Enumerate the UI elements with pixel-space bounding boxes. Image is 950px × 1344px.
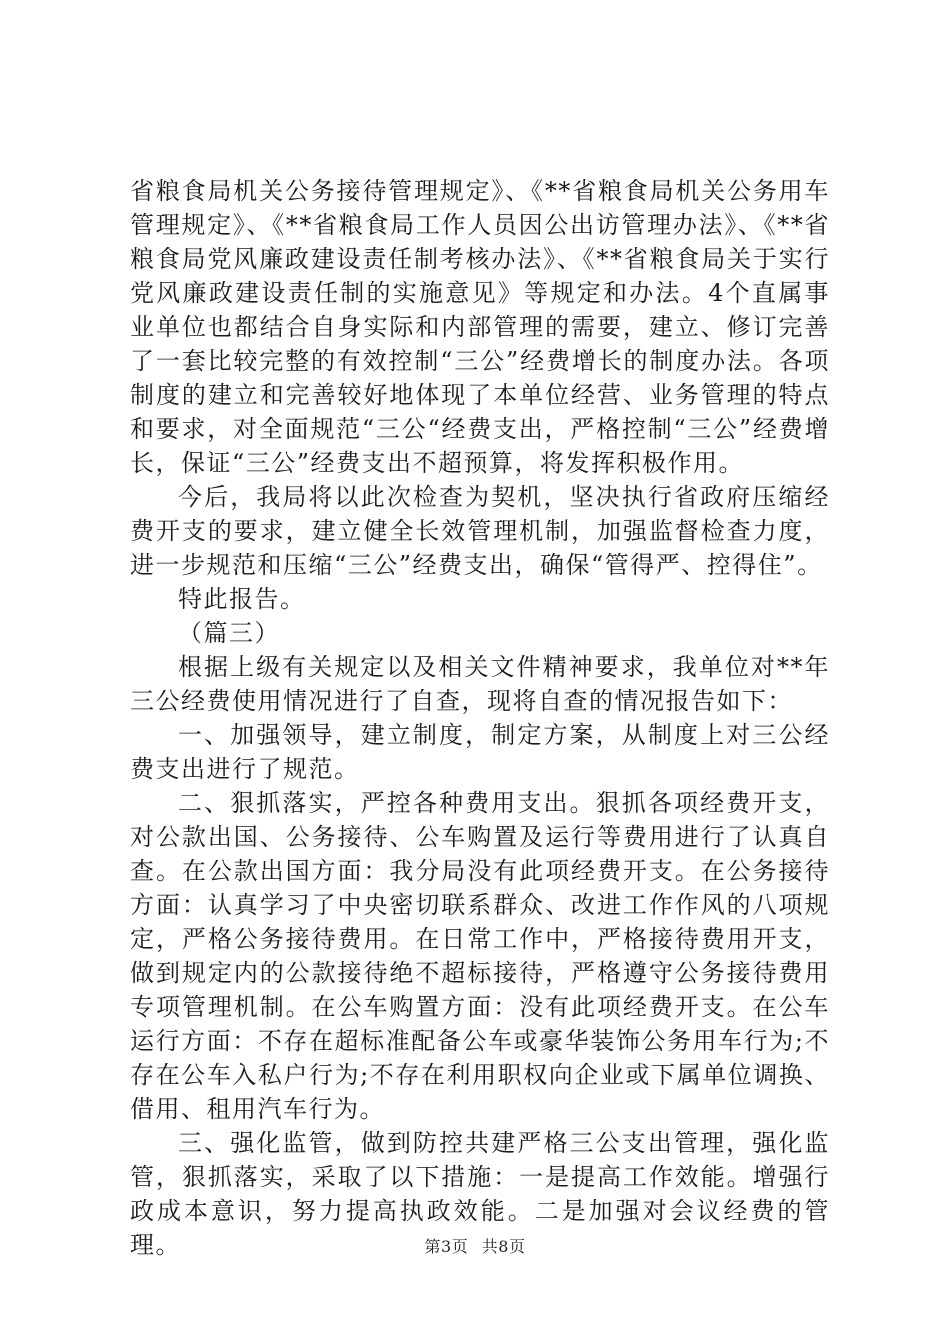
paragraph-5: 根据上级有关规定以及相关文件精神要求，我单位对**年三公经费使用情况进行了自查，现将自查的情况报告如下： [130,653,830,715]
paragraph-6: 一、加强领导，建立制度，制定方案，从制度上对三公经费支出进行了规范。 [130,721,830,783]
paragraph-3: 特此报告。 [178,585,306,613]
page-total: 共8页 [481,1237,526,1256]
paragraph-7: 二、狠抓落实，严控各种费用支出。狠抓各项经费开支，对公款出国、公务接待、公车购置及运行等费用进行了认真自查。在公款出国方面：我分局没有此项经费开支。在公务接待方面：认真学习了中央密切联系群众、改进工作作风的八项规定，严格公务接待费用。在日常工作中，严格接待费用开支，做到规定内的公款接待绝不超标接待，严格遵守公务接待费用专项管理机制。在公车购置方面：没有此项经费开支。在公车运行方面：不存在超标准配备公车或豪华装饰公务用车行为;不存在公车入私户行为;不存在利用职权向企业或下属单位调换、借用、租用汽车行为。 [130,789,830,1123]
paragraph-2: 今后，我局将以此次检查为契机，坚决执行省政府压缩经费开支的要求，建立健全长效管理机制，加强监督检查力度，进一步规范和压缩“三公”经费支出，确保“管得严、控得住”。 [130,483,830,579]
page-footer [0,1234,950,1257]
document-body [130,174,830,1262]
paragraph-8: 三、强化监管，做到防控共建严格三公支出管理，强化监管，狠抓落实，采取了以下措施：一是提高工作效能。增强行政成本意识，努力提高执政效能。二是加强对会议经费的管理。 [130,1129,830,1259]
paragraph-1: 省粮食局机关公务接待管理规定》、《**省粮食局机关公务用车管理规定》、《**省粮食局工作人员因公出访管理办法》、《**省粮食局党风廉政建设责任制考核办法》、《**省粮食局关于实行党风廉政建设责任制的实施意见》等规定和办法。4个直属事业单位也都结合自身实际和内部管理的需要，建立、修订完善了一套比较完整的有效控制“三公”经费增长的制度办法。各项制度的建立和完善较好地体现了本单位经营、业务管理的特点和要求，对全面规范“三公“经费支出，严格控制“三公”经费增长，保证“三公”经费支出不超预算，将发挥积极作用。 [130,177,830,477]
page-number: 第3页 [424,1237,469,1256]
section-heading: （篇三） [178,619,280,647]
